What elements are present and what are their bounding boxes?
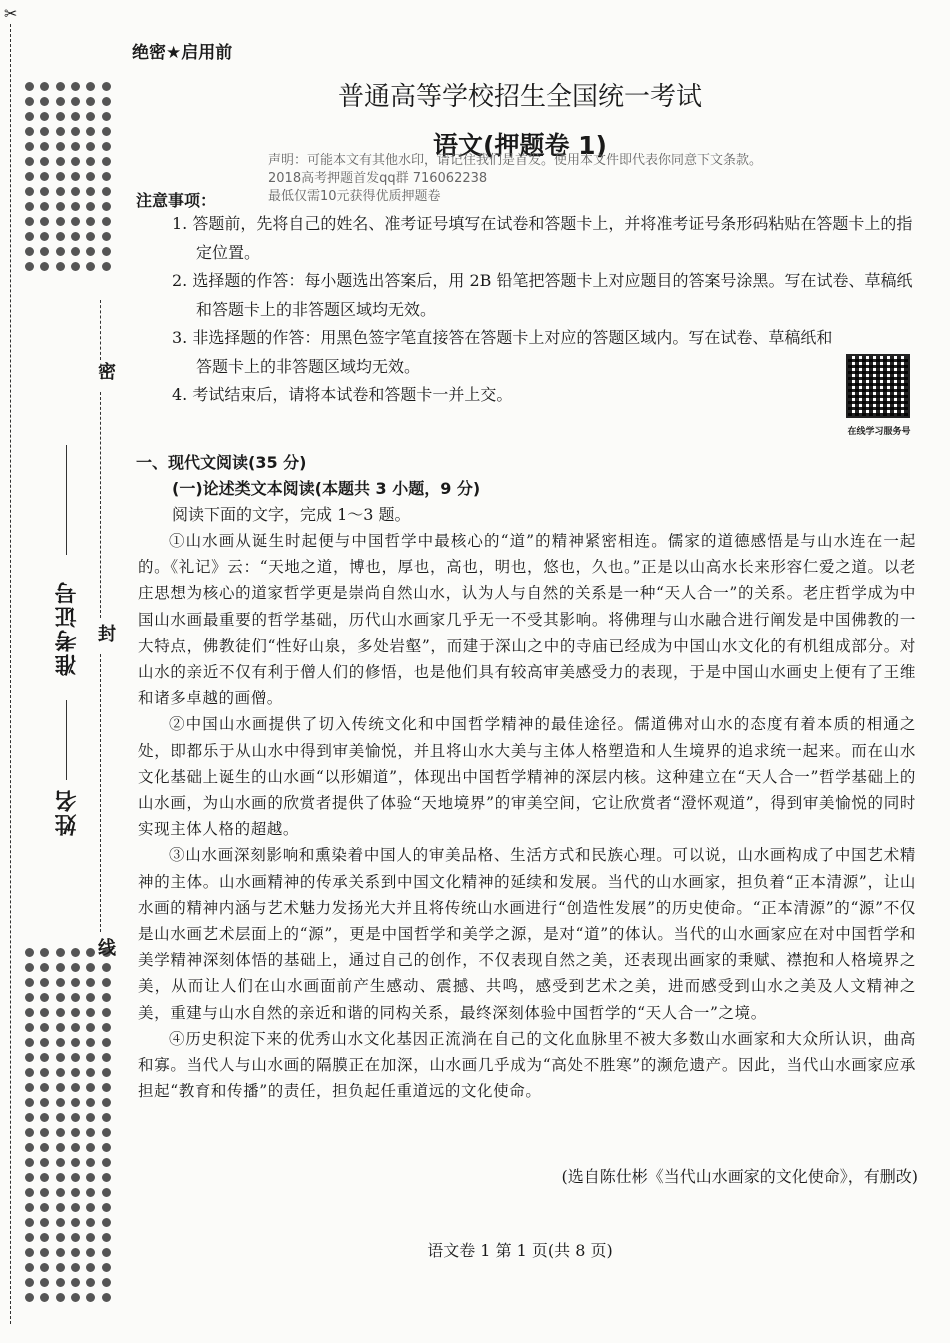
binding-dot — [56, 1113, 65, 1122]
seal-line — [100, 392, 101, 618]
binding-dot — [56, 1173, 65, 1182]
binding-dot — [86, 1218, 95, 1227]
notice-item: 4. 考试结束后，请将本试卷和答题卡一并上交。 — [172, 385, 513, 404]
binding-dot — [86, 187, 95, 196]
binding-dot — [25, 217, 34, 226]
binding-dot — [71, 1083, 80, 1092]
binding-dot — [56, 1143, 65, 1152]
notice-list — [172, 210, 920, 410]
binding-dot — [25, 1038, 34, 1047]
exam-id-label: 准考证号 — [55, 580, 80, 676]
binding-dot — [56, 187, 65, 196]
binding-dot — [40, 1143, 49, 1152]
binding-dot — [71, 1158, 80, 1167]
passage-paragraph: ②中国山水画提供了切入传统文化和中国哲学精神的最佳途径。儒道佛对山水的态度有着本质的相通之处，即都乐于从山水中得到审美愉悦，并且将山水大美与主体人格塑造和人生境界的追求统一起来。而在山水文化基础上诞生的山水画“以形媚道”，体现出中国哲学精神的深层内核。这种建立在“天人合一”哲学基础上的山水画，为山水画的欣赏者提供了体验“天地境界”的审美空间，它让欣赏者“澄怀观道”，得到审美愉悦的同时实现主体人格的超越。 — [138, 715, 916, 839]
binding-dot — [56, 247, 65, 256]
binding-dot — [25, 1158, 34, 1167]
reading-instruction: 阅读下面的文字，完成 1～3 题。 — [172, 505, 411, 524]
binding-dot — [25, 1143, 34, 1152]
name-fill-line[interactable] — [66, 700, 67, 780]
binding-dot — [25, 1098, 34, 1107]
binding-dot — [102, 1293, 111, 1302]
binding-dot — [86, 1098, 95, 1107]
binding-dot — [86, 1173, 95, 1182]
binding-dot — [56, 1293, 65, 1302]
exam-subtitle: 语文(押题卷 1) — [433, 131, 607, 160]
binding-dot — [86, 247, 95, 256]
binding-dot — [102, 262, 111, 271]
seal-line — [100, 654, 101, 932]
binding-dot — [25, 202, 34, 211]
binding-dot — [86, 1068, 95, 1077]
binding-dot — [102, 1023, 111, 1032]
binding-dot — [102, 217, 111, 226]
page-footer: 语文卷 1 第 1 页(共 8 页) — [427, 1241, 613, 1260]
binding-dot — [40, 1038, 49, 1047]
binding-dot — [86, 1113, 95, 1122]
binding-dot — [102, 1263, 111, 1272]
binding-dot — [40, 1158, 49, 1167]
binding-dot — [102, 1038, 111, 1047]
binding-dot — [56, 262, 65, 271]
binding-dot — [86, 262, 95, 271]
binding-dot — [102, 172, 111, 181]
binding-dot — [71, 993, 80, 1002]
binding-dot — [102, 112, 111, 121]
binding-dot — [102, 1188, 111, 1197]
cut-line — [10, 24, 11, 1324]
binding-dot — [71, 1173, 80, 1182]
notice-heading: 注意事项： — [136, 191, 217, 210]
binding-dot — [102, 202, 111, 211]
binding-dot — [71, 1203, 80, 1212]
binding-dot — [56, 948, 65, 957]
binding-dot — [71, 1053, 80, 1062]
binding-dot — [25, 1053, 34, 1062]
binding-dot — [40, 1068, 49, 1077]
binding-dot — [25, 1263, 34, 1272]
binding-dot — [56, 1083, 65, 1092]
binding-dot — [71, 112, 80, 121]
binding-dot — [86, 1143, 95, 1152]
binding-dot — [56, 1098, 65, 1107]
binding-dot — [56, 1203, 65, 1212]
binding-dot — [40, 1218, 49, 1227]
binding-dot — [71, 262, 80, 271]
binding-dot — [102, 1173, 111, 1182]
binding-dot — [25, 262, 34, 271]
binding-dot — [40, 993, 49, 1002]
binding-dot — [86, 232, 95, 241]
binding-dot — [102, 1008, 111, 1017]
binding-dot — [40, 112, 49, 121]
binding-dot — [25, 1293, 34, 1302]
binding-dot — [71, 1023, 80, 1032]
binding-dot — [86, 1263, 95, 1272]
binding-dot — [56, 172, 65, 181]
binding-dot — [25, 993, 34, 1002]
binding-dot — [71, 1038, 80, 1047]
binding-dot — [56, 1188, 65, 1197]
binding-dot — [25, 963, 34, 972]
binding-dot — [102, 963, 111, 972]
binding-dot — [56, 202, 65, 211]
binding-dot — [56, 1053, 65, 1062]
binding-dot — [86, 112, 95, 121]
binding-dot — [86, 993, 95, 1002]
binding-dot — [25, 1278, 34, 1287]
binding-dot — [102, 1068, 111, 1077]
binding-dot — [71, 1188, 80, 1197]
binding-dot — [56, 1263, 65, 1272]
binding-dot — [25, 1128, 34, 1137]
passage-source: (选自陈仕彬《当代山水画家的文化使命》，有删改) — [561, 1167, 918, 1186]
binding-dot — [40, 247, 49, 256]
binding-dot — [40, 232, 49, 241]
binding-dot — [40, 1113, 49, 1122]
binding-dot — [102, 1203, 111, 1212]
binding-dot — [40, 1278, 49, 1287]
binding-dot — [40, 217, 49, 226]
binding-dot — [56, 112, 65, 121]
binding-dot — [56, 1008, 65, 1017]
notice-item: 3. 非选择题的作答：用黑色签字笔直接答在答题卡上对应的答题区域内。写在试卷、草稿纸和答题卡上的非答题区域均无效。 — [172, 328, 833, 376]
seal-xian-label: 线 — [95, 938, 116, 956]
qr-caption: 在线学习服务号 — [847, 427, 911, 437]
binding-dot — [25, 1083, 34, 1092]
qr-code[interactable] — [846, 354, 910, 418]
binding-dot — [40, 202, 49, 211]
binding-dot — [25, 1113, 34, 1122]
binding-dot — [71, 217, 80, 226]
binding-dot — [25, 1023, 34, 1032]
binding-dot — [102, 247, 111, 256]
scissor-icon: ✂ — [4, 4, 18, 23]
binding-dot — [40, 1188, 49, 1197]
binding-dot — [56, 217, 65, 226]
binding-dot — [102, 978, 111, 987]
exam-title: 普通高等学校招生全国统一考试 — [337, 82, 702, 112]
binding-dot — [56, 1023, 65, 1032]
binding-dot — [102, 1083, 111, 1092]
binding-dot — [86, 978, 95, 987]
binding-dot — [40, 1203, 49, 1212]
binding-dot — [56, 1278, 65, 1287]
binding-dot — [40, 187, 49, 196]
binding-dot — [102, 1113, 111, 1122]
binding-dot — [71, 963, 80, 972]
binding-dot — [102, 1128, 111, 1137]
reading-passage — [138, 528, 916, 1104]
binding-dot — [71, 1218, 80, 1227]
binding-dot — [86, 1293, 95, 1302]
binding-dot — [71, 1278, 80, 1287]
binding-dot — [71, 202, 80, 211]
binding-dot — [25, 978, 34, 987]
binding-dot — [86, 1023, 95, 1032]
exam-id-fill-line[interactable] — [66, 445, 67, 555]
binding-dot — [86, 1008, 95, 1017]
binding-dot — [25, 1008, 34, 1017]
binding-dot — [71, 247, 80, 256]
binding-dot — [71, 1008, 80, 1017]
binding-dot — [56, 1218, 65, 1227]
binding-dot — [71, 978, 80, 987]
name-label: 姓名 — [55, 788, 80, 836]
binding-dot — [56, 1068, 65, 1077]
binding-dot — [40, 1083, 49, 1092]
binding-dot — [102, 1218, 111, 1227]
binding-dot — [25, 232, 34, 241]
binding-dot — [56, 978, 65, 987]
binding-dot — [56, 1158, 65, 1167]
binding-dot — [40, 1098, 49, 1107]
binding-dot — [56, 993, 65, 1002]
section-subheading: (一)论述类文本阅读(本题共 3 小题，9 分) — [172, 479, 481, 498]
binding-dot — [86, 1128, 95, 1137]
seal-feng-label: 封 — [95, 624, 116, 642]
seal-line — [100, 300, 101, 360]
binding-dot — [86, 1278, 95, 1287]
binding-dot — [56, 1128, 65, 1137]
binding-dot — [86, 172, 95, 181]
binding-dot — [86, 1188, 95, 1197]
watermark-line-1: 声明：可能本文有其他水印，请记住我们是首发。使用本文件即代表你同意下文条款。 — [268, 153, 763, 168]
binding-dot — [86, 963, 95, 972]
section-heading: 一、现代文阅读(35 分) — [136, 453, 307, 472]
watermark-line-2: 2018高考押题首发qq群 716062238 — [268, 171, 488, 186]
binding-dot — [40, 1053, 49, 1062]
notice-item: 2. 选择题的作答：每小题选出答案后，用 2B 铅笔把答题卡上对应题目的答案号涂黑。写在试卷、草稿纸和答题卡上的非答题区域均无效。 — [172, 271, 913, 319]
binding-dot — [40, 1263, 49, 1272]
binding-dot — [25, 1068, 34, 1077]
binding-dot — [71, 172, 80, 181]
binding-dot — [56, 1038, 65, 1047]
binding-dot — [40, 1128, 49, 1137]
binding-dot — [102, 1158, 111, 1167]
seal-mi-label: 密 — [95, 362, 116, 380]
binding-dot — [40, 172, 49, 181]
binding-dot — [102, 993, 111, 1002]
binding-dot — [40, 948, 49, 957]
binding-dot — [86, 1083, 95, 1092]
binding-dot — [71, 1128, 80, 1137]
binding-dot — [40, 1293, 49, 1302]
binding-dot — [71, 187, 80, 196]
binding-dot — [25, 1203, 34, 1212]
binding-dot — [86, 217, 95, 226]
binding-dot — [86, 1158, 95, 1167]
binding-dot — [40, 262, 49, 271]
binding-dot — [102, 187, 111, 196]
binding-dot — [25, 112, 34, 121]
binding-dot — [40, 1173, 49, 1182]
binding-dot — [40, 1008, 49, 1017]
binding-dot — [25, 1218, 34, 1227]
binding-dot — [40, 963, 49, 972]
binding-dot — [56, 963, 65, 972]
binding-dot — [102, 1143, 111, 1152]
passage-paragraph: ④历史积淀下来的优秀山水文化基因正流淌在自己的文化血脉里不被大多数山水画家和大众所认识，曲高和寡。当代人与山水画的隔膜正在加深，山水画几乎成为“高处不胜寒”的濒危遗产。因此，当代山水画家应承担起“教育和传播”的责任，担负起任重道远的文化使命。 — [138, 1029, 916, 1101]
binding-dot — [71, 1293, 80, 1302]
binding-dot — [86, 1203, 95, 1212]
binding-dot — [71, 1113, 80, 1122]
passage-paragraph: ①山水画从诞生时起便与中国哲学中最核心的“道”的精神紧密相连。儒家的道德感悟是与山水连在一起的。《礼记》云：“天地之道，博也，厚也，高也，明也，悠也，久也。”正是以山高水长来形容仁爱之道。以老庄思想为核心的道家哲学更是崇尚自然山水，认为人与自然的关系是一种“天人合一”的关系。老庄哲学成为中国山水画最重要的哲学基础，历代山水画家几乎无一不受其影响。将佛理与山水融合进行阐发是中国佛教的一大特点，佛教徒们“性好山泉，多处岩壑”，而建于深山之中的寺庙已经成为中国山水文化的有机组成部分。对山水的亲近不仅有利于僧人们的修悟，也是他们具有较高审美感受力的表现，于是中国山水画史上便有了王维和诸多卓越的画僧。 — [138, 532, 916, 708]
binding-dot — [40, 978, 49, 987]
binding-dot — [71, 1068, 80, 1077]
binding-dot — [71, 1263, 80, 1272]
notice-item: 1. 答题前，先将自己的姓名、准考证号填写在试卷和答题卡上，并将准考证号条形码粘贴在答题卡上的指定位置。 — [172, 214, 913, 262]
binding-dot — [25, 247, 34, 256]
binding-dot — [40, 1023, 49, 1032]
binding-dot — [86, 1038, 95, 1047]
binding-dot — [25, 187, 34, 196]
passage-paragraph: ③山水画深刻影响和熏染着中国人的审美品格、生活方式和民族心理。可以说，山水画构成了中国艺术精神的主体。山水画精神的传承关系到中国文化精神的延续和发展。当代的山水画家，担负着“正本清源”，让山水画的精神内涵与艺术魅力发扬光大并且将传统山水画进行“创造性发展”的历史使命。“正本清源”的“源”不仅是山水画艺术层面上的“源”，更是中国哲学和美学之源，是对“道”的体认。当代的山水画家应在对中国哲学和美学精神深刻体悟的基础上，通过自己的创作，不仅表现自然之美，还表现出画家的秉赋、襟抱和人格境界之美，从而让人们在山水画面前产生感动、震撼、共鸣，感受到艺术之美，进而感受到山水之美及人文精神之美，重建与山水自然的亲近和谐的同构关系，最终深刻体验中国哲学的“天人合一”之境。 — [138, 846, 916, 1022]
binding-dot — [102, 1053, 111, 1062]
binding-dot — [71, 1143, 80, 1152]
binding-dot — [102, 232, 111, 241]
binding-dot — [25, 1188, 34, 1197]
binding-dot — [86, 1053, 95, 1062]
watermark-line-3: 最低仅需10元获得优质押题卷 — [268, 189, 441, 204]
binding-dot — [71, 232, 80, 241]
binding-dot — [71, 948, 80, 957]
binding-dot — [25, 1173, 34, 1182]
binding-dot — [86, 202, 95, 211]
binding-dot — [25, 948, 34, 957]
binding-dot — [71, 1098, 80, 1107]
binding-dot — [102, 1278, 111, 1287]
secret-label: 绝密★启用前 — [132, 43, 233, 63]
binding-dot — [56, 232, 65, 241]
binding-dot — [102, 1098, 111, 1107]
binding-dot — [25, 172, 34, 181]
